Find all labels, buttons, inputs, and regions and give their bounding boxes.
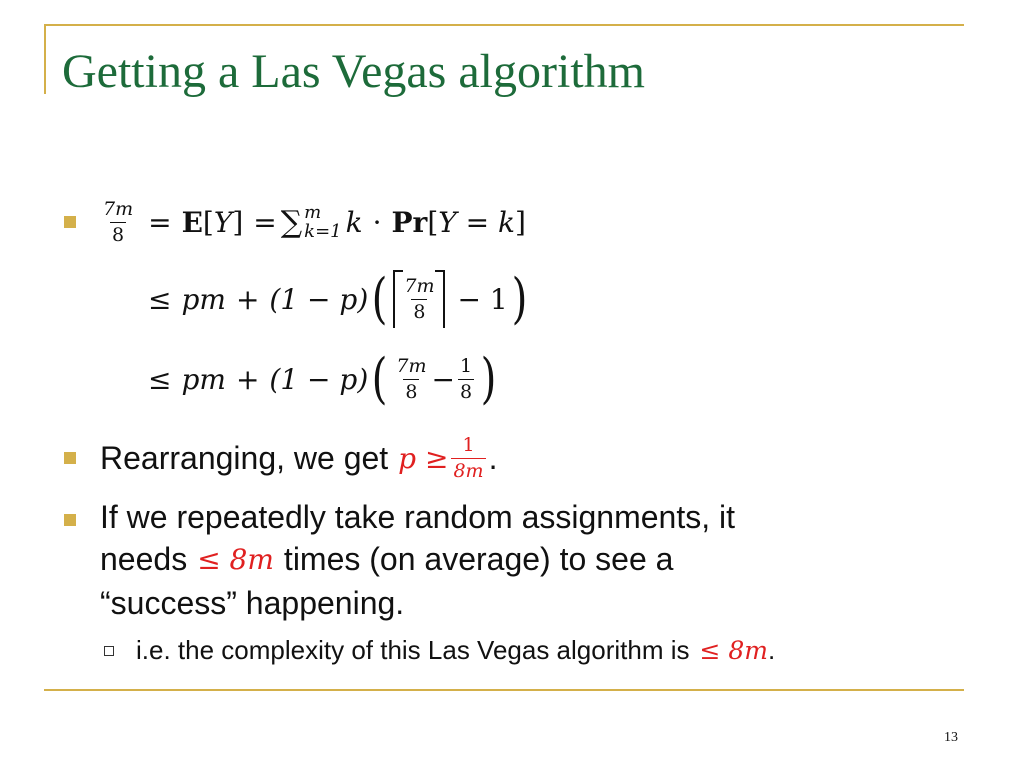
fraction: $\frac{7m}{8}$ [404,275,435,323]
equation-line-2: ≤ pm + (1 − p) ( $\frac{7m}{8}$ − 1 ) [148,267,528,330]
page-number: 13 [944,730,958,745]
bottom-frame-line [44,689,964,691]
sub-bullet-marker [104,646,114,656]
fraction: $\frac{7m}{8}$ [103,198,134,246]
bullet-repeat-line2: needs ≤ 8m times (on average) to see a [100,540,674,577]
bullet-marker [64,216,76,228]
fraction: $\frac{1}{8}$ [459,355,473,403]
bullet-marker [64,452,76,464]
bullet-repeat-line3: “success” happening. [100,584,405,621]
bullet-rearranging: Rearranging, we get p ≥ $\frac{1}{8m}$ . [100,434,498,482]
ceiling-brackets [393,270,445,328]
top-frame-line [44,24,964,26]
fraction: $\frac{1}{8m}$ [453,434,484,482]
summation: ∑ m k=1 [280,202,342,242]
bullet-repeat-line1: If we repeatedly take random assignments, it [100,498,735,535]
equation-line-3: ≤ pm + (1 − p) ( $\frac{7m}{8}$ − $\frac{1}{8}$ ) [148,347,497,410]
fraction: $\frac{7m}{8}$ [396,355,427,403]
equation-line-1: $\frac{7m}{8}$ = E [ Y ] = ∑ m k=1 k · Pr [ Y = k ] [103,198,526,246]
slide-title: Getting a Las Vegas algorithm [62,45,645,98]
left-frame-line [44,24,46,94]
bullet-marker [64,514,76,526]
sub-bullet-complexity: i.e. the complexity of this Las Vegas algorithm is ≤ 8m . [136,634,776,665]
